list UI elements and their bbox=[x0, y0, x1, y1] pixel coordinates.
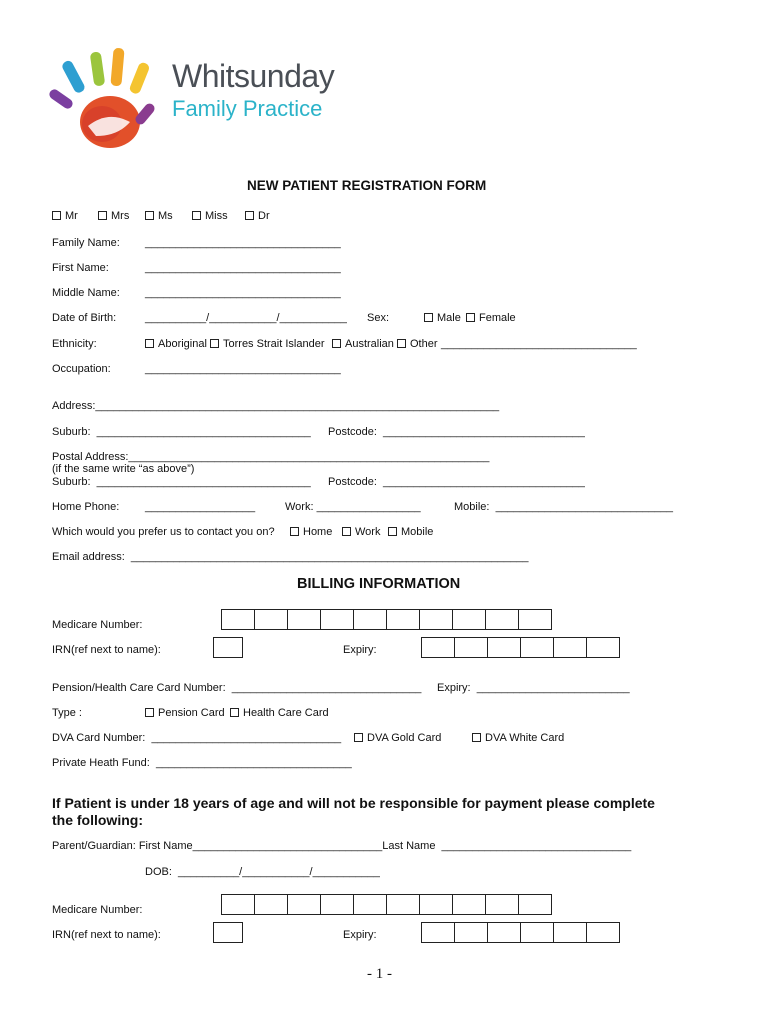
title-checkbox-mr[interactable] bbox=[52, 210, 78, 222]
contact-mobile-label: Mobile bbox=[401, 526, 434, 538]
minor-expiry-boxes[interactable] bbox=[421, 922, 619, 943]
expiry-label: Expiry: bbox=[343, 644, 377, 656]
title-checkbox-ms[interactable] bbox=[145, 210, 173, 222]
dob-field[interactable]: __________/___________/___________ bbox=[145, 312, 347, 324]
ethnicity-aboriginal-checkbox[interactable] bbox=[145, 338, 207, 350]
type-health-checkbox[interactable] bbox=[230, 707, 329, 719]
postal-address-field[interactable]: Postal Address:___________________________________________________________ bbox=[52, 451, 490, 463]
first-name-field[interactable]: ________________________________ bbox=[145, 262, 341, 274]
minor-expiry-label: Expiry: bbox=[343, 929, 377, 941]
title-ms-label: Ms bbox=[158, 210, 173, 222]
ethnicity-other-field[interactable]: ________________________________ bbox=[441, 338, 637, 350]
logo-text-line2: Family Practice bbox=[172, 96, 323, 121]
title-checkbox-dr[interactable] bbox=[245, 210, 270, 222]
middle-name-label: Middle Name: bbox=[52, 287, 120, 299]
billing-heading: BILLING INFORMATION bbox=[297, 576, 461, 592]
guardian-name-field[interactable]: Parent/Guardian: First Name_______________________________Last Name _______________________________ bbox=[52, 840, 632, 852]
home-phone-field[interactable]: __________________ bbox=[145, 501, 256, 513]
type-label: Type : bbox=[52, 707, 82, 719]
sex-label: Sex: bbox=[367, 312, 390, 324]
email-field[interactable]: Email address: _________________________________________________________________ bbox=[52, 551, 529, 563]
practice-logo bbox=[48, 40, 378, 150]
middle-name-field[interactable]: ________________________________ bbox=[145, 287, 341, 299]
logo-text-line1: Whitsunday bbox=[172, 58, 335, 94]
pension-expiry-field[interactable]: Expiry: _________________________ bbox=[437, 682, 630, 694]
guardian-dob-field[interactable]: DOB: __________/___________/___________ bbox=[145, 866, 380, 878]
ethnicity-other-label: Other bbox=[410, 338, 438, 350]
suburb-field[interactable]: Suburb: ___________________________________ bbox=[52, 426, 311, 438]
occupation-label: Occupation: bbox=[52, 363, 111, 375]
dva-gold-label: DVA Gold Card bbox=[367, 732, 442, 744]
sex-female-checkbox[interactable] bbox=[466, 312, 516, 324]
title-checkbox-miss[interactable] bbox=[192, 210, 228, 222]
dva-white-checkbox[interactable] bbox=[472, 732, 564, 744]
type-health-label: Health Care Card bbox=[243, 707, 329, 719]
title-miss-label: Miss bbox=[205, 210, 228, 222]
postal-postcode-field[interactable]: Postcode: _________________________________ bbox=[328, 476, 585, 488]
home-phone-label: Home Phone: bbox=[52, 501, 120, 513]
sex-male-label: Male bbox=[437, 312, 461, 324]
title-mr-label: Mr bbox=[65, 210, 78, 222]
minor-irn-box[interactable] bbox=[213, 922, 243, 943]
mobile-phone-field[interactable]: Mobile: _____________________________ bbox=[454, 501, 673, 513]
ethnicity-other-checkbox[interactable] bbox=[397, 338, 438, 350]
address-field[interactable]: Address:__________________________________________________________________ bbox=[52, 400, 500, 412]
minor-medicare-boxes[interactable] bbox=[221, 894, 551, 915]
irn-label: IRN(ref next to name): bbox=[52, 644, 161, 656]
dva-number-field[interactable]: DVA Card Number: _______________________________ bbox=[52, 732, 342, 744]
family-name-label: Family Name: bbox=[52, 237, 120, 249]
title-checkbox-mrs[interactable] bbox=[98, 210, 129, 222]
ethnicity-torres-label: Torres Strait Islander bbox=[223, 338, 325, 350]
family-name-field[interactable]: ________________________________ bbox=[145, 237, 341, 249]
postal-suburb-field[interactable]: Suburb: ___________________________________ bbox=[52, 476, 311, 488]
contact-home-label: Home bbox=[303, 526, 333, 538]
sex-male-checkbox[interactable] bbox=[424, 312, 461, 324]
ethnicity-australian-checkbox[interactable] bbox=[332, 338, 394, 350]
contact-question: Which would you prefer us to contact you on? bbox=[52, 526, 275, 538]
title-mrs-label: Mrs bbox=[111, 210, 130, 222]
work-phone-field[interactable]: Work: _________________ bbox=[285, 501, 421, 513]
medicare-expiry-boxes[interactable] bbox=[421, 637, 619, 658]
dva-white-label: DVA White Card bbox=[485, 732, 565, 744]
pension-card-field[interactable]: Pension/Health Care Card Number: _______________________________ bbox=[52, 682, 422, 694]
dva-gold-checkbox[interactable] bbox=[354, 732, 441, 744]
minor-medicare-label: Medicare Number: bbox=[52, 904, 143, 916]
ethnicity-australian-label: Australian bbox=[345, 338, 394, 350]
type-pension-label: Pension Card bbox=[158, 707, 225, 719]
ethnicity-torres-checkbox[interactable] bbox=[210, 338, 324, 350]
form-title: NEW PATIENT REGISTRATION FORM bbox=[247, 178, 487, 193]
contact-work-label: Work bbox=[355, 526, 381, 538]
minor-irn-label: IRN(ref next to name): bbox=[52, 929, 161, 941]
postcode-field[interactable]: Postcode: _________________________________ bbox=[328, 426, 585, 438]
type-pension-checkbox[interactable] bbox=[145, 707, 225, 719]
dob-label: Date of Birth: bbox=[52, 312, 117, 324]
postal-address-note: (if the same write “as above”) bbox=[52, 463, 195, 475]
ethnicity-aboriginal-label: Aboriginal bbox=[158, 338, 207, 350]
page-number: - 1 - bbox=[367, 966, 392, 982]
occupation-field[interactable]: ________________________________ bbox=[145, 363, 341, 375]
title-dr-label: Dr bbox=[258, 210, 270, 222]
ethnicity-label: Ethnicity: bbox=[52, 338, 97, 350]
sex-female-label: Female bbox=[479, 312, 516, 324]
medicare-label: Medicare Number: bbox=[52, 619, 143, 631]
first-name-label: First Name: bbox=[52, 262, 109, 274]
minor-heading: If Patient is under 18 years of age and will not be responsible for payment please complete the following: bbox=[52, 795, 655, 828]
irn-box[interactable] bbox=[213, 637, 243, 658]
contact-home-checkbox[interactable] bbox=[290, 526, 332, 538]
private-fund-field[interactable]: Private Heath Fund: ________________________________ bbox=[52, 757, 352, 769]
handprint-icon bbox=[48, 40, 178, 150]
contact-mobile-checkbox[interactable] bbox=[388, 526, 433, 538]
contact-work-checkbox[interactable] bbox=[342, 526, 380, 538]
medicare-number-boxes[interactable] bbox=[221, 609, 551, 630]
